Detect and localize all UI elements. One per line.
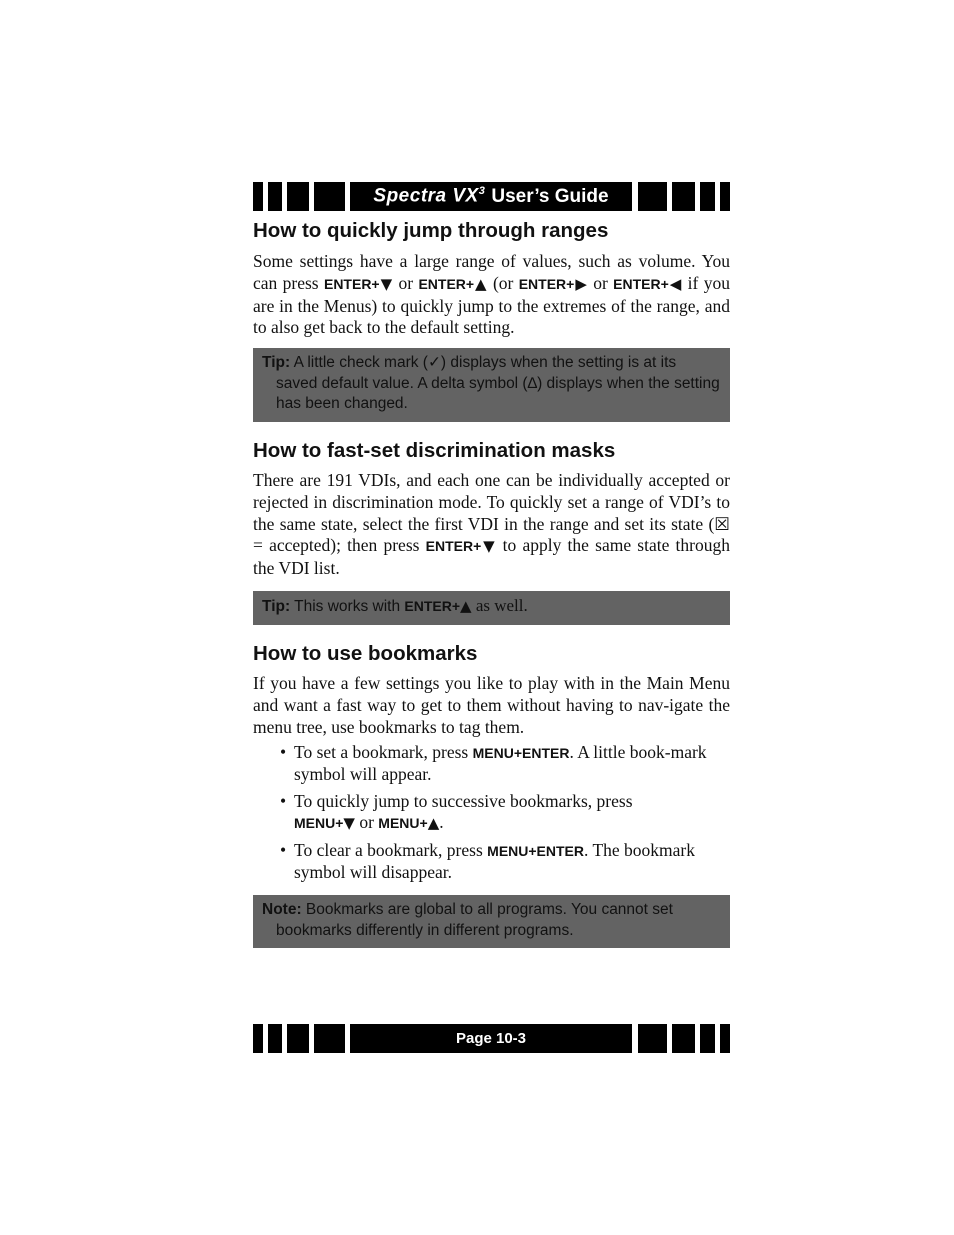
footer-block: [287, 1024, 309, 1053]
header-block: [287, 182, 309, 211]
footer-block: [268, 1024, 282, 1053]
list-item: • To quickly jump to successive bookmarks, press MENU+▼ or MENU+▲.: [280, 791, 633, 833]
header-block: [253, 182, 263, 211]
down-arrow-icon: ▼: [481, 537, 497, 556]
section-bookmarks: [253, 641, 730, 889]
section-heading: How to fast-set discrimination masks: [253, 439, 616, 462]
note-text: Bookmarks are global to all programs. You cannot set bookmarks differently in different programs.: [276, 901, 673, 939]
tip-box: [253, 348, 730, 422]
footer-block: [314, 1024, 345, 1053]
header-block: [268, 182, 282, 211]
up-arrow-icon: ▲: [460, 597, 472, 615]
header-block: [672, 182, 695, 211]
section-paragraph: There are 191 VDIs, and each one can be individually accepted or rejected in discrimination mode. To quickly set a range of VDI’s to the same state, select the first VDI in the range and set its state (☒ = accepted); then press ENTER+▼ to apply the same state through the VDI list.: [253, 470, 730, 579]
page-number: Page 10-3: [350, 1024, 632, 1053]
tip-label: Tip:: [262, 354, 291, 371]
down-arrow-icon: ▼: [343, 814, 355, 833]
footer-block: [720, 1024, 730, 1053]
up-arrow-icon: ▲: [427, 814, 440, 833]
section-heading: How to quickly jump through ranges: [253, 219, 609, 242]
section-heading: How to use bookmarks: [253, 642, 478, 665]
header-title: [350, 182, 632, 211]
footer-block: [253, 1024, 263, 1053]
section-paragraph: Some settings have a large range of values, such as volume. You can press ENTER+▼ or ENTER+▲ (or ENTER+▶ or ENTER+◀ if you are in the Menus) to quickly jump to the extremes of the range, and to also get back to the default setting.: [253, 251, 730, 338]
bookmark-list: [253, 742, 730, 883]
header-block: [314, 182, 345, 211]
section-discrimination-masks: [253, 438, 730, 580]
note-label: Note:: [262, 901, 302, 918]
tip-box: Tip: This works with ENTER+▲ as well.: [253, 591, 730, 625]
footer-block: [638, 1024, 667, 1053]
section-jump-ranges: [253, 218, 730, 339]
right-arrow-icon: ▶: [574, 274, 588, 293]
footer-bar: [253, 1024, 730, 1053]
guide-title: User’s Guide: [491, 185, 609, 207]
header-bar: [253, 182, 730, 211]
tip-text: A little check mark (✓) displays when the setting is at its saved default value. A delta symbol (∆) displays when the setting has been changed.: [276, 354, 720, 412]
header-block: [720, 182, 730, 211]
up-arrow-icon: ▲: [474, 274, 488, 293]
tip-label: Tip:: [262, 598, 291, 615]
header-block: [700, 182, 715, 211]
down-arrow-icon: ▼: [379, 274, 394, 293]
section-paragraph: If you have a few settings you like to play with in the Main Menu and want a fast way to get to them without having to nav-igate the menu tree, use bookmarks to tag them.: [253, 673, 730, 737]
footer-block: [700, 1024, 715, 1053]
left-arrow-icon: ◀: [668, 274, 683, 293]
note-box: [253, 895, 730, 948]
list-item: • To set a bookmark, press MENU+ENTER. A little book-mark symbol will appear.: [280, 742, 707, 785]
brand-logo: Spectra $VX^3$: [373, 185, 486, 207]
list-item: • To clear a bookmark, press MENU+ENTER. The bookmark symbol will disappear.: [280, 840, 695, 883]
footer-block: [672, 1024, 695, 1053]
header-block: [638, 182, 667, 211]
